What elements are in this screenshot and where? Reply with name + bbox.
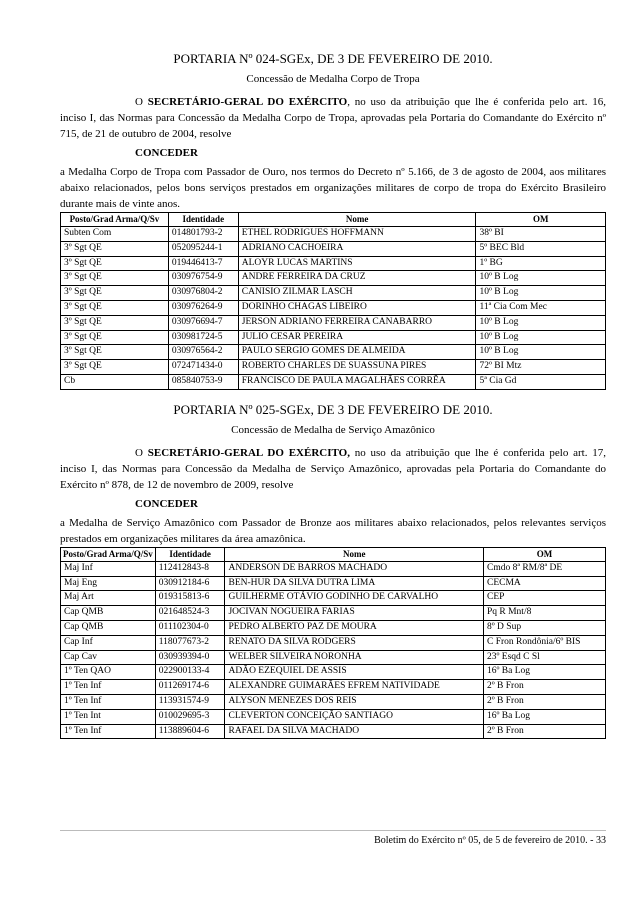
- portaria-025-conceder: CONCEDER: [135, 497, 198, 510]
- cell-posto: 3º Sgt QE: [61, 256, 169, 271]
- cell-om: 8º D Sup: [483, 620, 605, 635]
- cell-nome: ANDERSON DE BARROS MACHADO: [225, 561, 484, 576]
- table-row: [61, 360, 606, 375]
- portaria-025-title: PORTARIA Nº 025-SGEx, DE 3 DE FEVEREIRO DE 2010.: [173, 401, 493, 417]
- table-header-row: [61, 213, 606, 227]
- cell-identidade: 011269174-6: [155, 680, 225, 695]
- cell-om: 10º B Log: [476, 330, 606, 345]
- portaria-024-table: [60, 212, 606, 390]
- cell-posto: 3º Sgt QE: [61, 271, 169, 286]
- cell-om: Cmdo 8ª RM/8ª DE: [483, 561, 605, 576]
- cell-posto: 3º Sgt QE: [61, 315, 169, 330]
- cell-om: Pq R Mnt/8: [483, 606, 605, 621]
- cell-om: 72º BI Mtz: [476, 360, 606, 375]
- table-row: [61, 227, 606, 242]
- page-footer: [60, 830, 606, 846]
- cell-posto: 3º Sgt QE: [61, 286, 169, 301]
- cell-om: 10º B Log: [476, 286, 606, 301]
- cell-identidade: 118077673-2: [155, 635, 225, 650]
- cell-nome: WELBER SILVEIRA NORONHA: [225, 650, 484, 665]
- cell-nome: GUILHERME OTÁVIO GODINHO DE CARVALHO: [225, 591, 484, 606]
- table-row: [61, 241, 606, 256]
- cell-nome: JOCIVAN NOGUEIRA FARIAS: [225, 606, 484, 621]
- cell-posto: Maj Inf: [61, 561, 156, 576]
- cell-nome: FRANCISCO DE PAULA MAGALHÃES CORRÊA: [238, 374, 476, 389]
- cell-nome: JULIO CESAR PEREIRA: [238, 330, 476, 345]
- cell-nome: PAULO SERGIO GOMES DE ALMEIDA: [238, 345, 476, 360]
- table-row: [61, 606, 606, 621]
- footer-text: Boletim do Exército nº 05, de 5 de fevereiro de 2010. - 33: [374, 835, 606, 846]
- portaria-025-intro: O SECRETÁRIO-GERAL DO EXÉRCITO, no uso da atribuição que lhe é conferida pelo art. 17, inciso I, das Normas para Concessão da Medalha de Serviço Amazônico, aprovadas pela Portaria do Comandante do Exército nº 878, de 12 de novembro de 2009, resolve: [60, 446, 606, 491]
- cell-om: 10º B Log: [476, 315, 606, 330]
- document-page: [60, 0, 606, 739]
- cell-nome: ANDRE FERREIRA DA CRUZ: [238, 271, 476, 286]
- cell-posto: 3º Sgt QE: [61, 300, 169, 315]
- table-row: [61, 345, 606, 360]
- cell-posto: 1º Ten Inf: [61, 694, 156, 709]
- cell-posto: Cap QMB: [61, 620, 156, 635]
- table-row: [61, 256, 606, 271]
- portaria-024-body: a Medalha Corpo de Tropa com Passador de Ouro, nos termos do Decreto nº 5.166, de 3 de agosto de 2004, aos militares abaixo relacionados, pelos bons serviços prestados em organizações militares de corpo de tropa do Exército Brasileiro durante mais de vinte anos.: [60, 166, 606, 210]
- cell-nome: ALYSON MENEZES DOS REIS: [225, 694, 484, 709]
- cell-posto: 3º Sgt QE: [61, 360, 169, 375]
- cell-om: 2º B Fron: [483, 694, 605, 709]
- table-row: [61, 694, 606, 709]
- header-om: OM: [483, 547, 605, 561]
- table-row: [61, 620, 606, 635]
- cell-om: C Fron Rondônia/6º BIS: [483, 635, 605, 650]
- footer-divider: [60, 830, 606, 831]
- portaria-025-table: [60, 547, 606, 740]
- table-row: [61, 680, 606, 695]
- cell-identidade: 011102304-0: [155, 620, 225, 635]
- cell-posto: 1º Ten Int: [61, 709, 156, 724]
- cell-nome: ADRIANO CACHOEIRA: [238, 241, 476, 256]
- cell-posto: Cb: [61, 374, 169, 389]
- cell-identidade: 030981724-5: [168, 330, 238, 345]
- table-row: [61, 665, 606, 680]
- cell-identidade: 113889604-6: [155, 724, 225, 739]
- cell-nome: RAFAEL DA SILVA MACHADO: [225, 724, 484, 739]
- header-posto: Posto/Grad Arma/Q/Sv: [61, 547, 156, 561]
- portaria-025-subtitle: Concessão de Medalha de Serviço Amazônico: [231, 423, 435, 436]
- portaria-024-intro: O SECRETÁRIO-GERAL DO EXÉRCITO, no uso da atribuição que lhe é conferida pelo art. 16, inciso I, das Normas para Concessão da Medalha Corpo de Tropa, aprovadas pela Portaria do Comandante do Exército nº 715, de 21 de outubro de 2004, resolve: [60, 96, 606, 140]
- cell-identidade: 112412843-8: [155, 561, 225, 576]
- cell-posto: 1º Ten Inf: [61, 680, 156, 695]
- table-row: [61, 709, 606, 724]
- table-row: [61, 561, 606, 576]
- cell-om: 16º Ba Log: [483, 665, 605, 680]
- header-identidade: Identidade: [155, 547, 225, 561]
- cell-identidade: 021648524-3: [155, 606, 225, 621]
- cell-identidade: 030976694-7: [168, 315, 238, 330]
- cell-nome: ALEXANDRE GUIMARÃES EFREM NATIVIDADE: [225, 680, 484, 695]
- cell-identidade: 072471434-0: [168, 360, 238, 375]
- table-row: [61, 724, 606, 739]
- cell-om: 1º BG: [476, 256, 606, 271]
- table-row: [61, 271, 606, 286]
- cell-posto: 3º Sgt QE: [61, 330, 169, 345]
- cell-posto: Cap Inf: [61, 635, 156, 650]
- cell-om: 5º BEC Bld: [476, 241, 606, 256]
- table-row: [61, 576, 606, 591]
- cell-om: 38º BI: [476, 227, 606, 242]
- cell-posto: 3º Sgt QE: [61, 345, 169, 360]
- table-row: [61, 635, 606, 650]
- table-row: [61, 591, 606, 606]
- cell-nome: ETHEL RODRIGUES HOFFMANN: [238, 227, 476, 242]
- cell-identidade: 022900133-4: [155, 665, 225, 680]
- cell-identidade: 030912184-6: [155, 576, 225, 591]
- cell-nome: CLEVERTON CONCEIÇÃO SANTIAGO: [225, 709, 484, 724]
- table-row: [61, 300, 606, 315]
- table-row: [61, 330, 606, 345]
- cell-om: 11ª Cia Com Mec: [476, 300, 606, 315]
- cell-identidade: 030976754-9: [168, 271, 238, 286]
- table-row: [61, 315, 606, 330]
- cell-identidade: 030939394-0: [155, 650, 225, 665]
- header-nome: Nome: [225, 547, 484, 561]
- cell-identidade: 010029695-3: [155, 709, 225, 724]
- portaria-024-subtitle: Concessão de Medalha Corpo de Tropa: [246, 73, 420, 85]
- cell-nome: ROBERTO CHARLES DE SUASSUNA PIRES: [238, 360, 476, 375]
- cell-identidade: 014801793-2: [168, 227, 238, 242]
- cell-posto: Cap QMB: [61, 606, 156, 621]
- cell-nome: DORINHO CHAGAS LIBEIRO: [238, 300, 476, 315]
- cell-identidade: 052095244-1: [168, 241, 238, 256]
- cell-posto: Subten Com: [61, 227, 169, 242]
- cell-om: 16º Ba Log: [483, 709, 605, 724]
- cell-om: 5ª Cia Gd: [476, 374, 606, 389]
- cell-nome: ADÃO EZEQUIEL DE ASSIS: [225, 665, 484, 680]
- cell-identidade: 019315813-6: [155, 591, 225, 606]
- table-header-row: [61, 547, 606, 561]
- cell-nome: JERSON ADRIANO FERREIRA CANABARRO: [238, 315, 476, 330]
- cell-identidade: 030976264-9: [168, 300, 238, 315]
- portaria-025-body: a Medalha de Serviço Amazônico com Passador de Bronze aos militares abaixo relacionados, pelos relevantes serviços prestados em organizações militares da área amazônica.: [60, 516, 606, 545]
- cell-om: 2º B Fron: [483, 724, 605, 739]
- cell-om: 2º B Fron: [483, 680, 605, 695]
- cell-identidade: 030976564-2: [168, 345, 238, 360]
- cell-identidade: 019446413-7: [168, 256, 238, 271]
- cell-nome: RENATO DA SILVA RODGERS: [225, 635, 484, 650]
- cell-identidade: 113931574-9: [155, 694, 225, 709]
- table-row: [61, 650, 606, 665]
- cell-om: CEP: [483, 591, 605, 606]
- cell-om: 10º B Log: [476, 345, 606, 360]
- header-nome: Nome: [238, 213, 476, 227]
- cell-nome: BEN-HUR DA SILVA DUTRA LIMA: [225, 576, 484, 591]
- cell-om: 23º Esqd C Sl: [483, 650, 605, 665]
- cell-identidade: 085840753-9: [168, 374, 238, 389]
- cell-posto: 3º Sgt QE: [61, 241, 169, 256]
- cell-posto: Maj Art: [61, 591, 156, 606]
- cell-nome: CANISIO ZILMAR LASCH: [238, 286, 476, 301]
- header-posto: Posto/Grad Arma/Q/Sv: [61, 213, 169, 227]
- header-identidade: Identidade: [168, 213, 238, 227]
- cell-posto: 1º Ten Inf: [61, 724, 156, 739]
- cell-nome: ALOYR LUCAS MARTINS: [238, 256, 476, 271]
- table-row: [61, 286, 606, 301]
- portaria-024-title: PORTARIA Nº 024-SGEx, DE 3 DE FEVEREIRO DE 2010.: [173, 51, 493, 66]
- cell-identidade: 030976804-2: [168, 286, 238, 301]
- cell-posto: Maj Eng: [61, 576, 156, 591]
- cell-om: CECMA: [483, 576, 605, 591]
- table-row: [61, 374, 606, 389]
- cell-nome: PEDRO ALBERTO PAZ DE MOURA: [225, 620, 484, 635]
- cell-posto: 1º Ten QAO: [61, 665, 156, 680]
- cell-posto: Cap Cav: [61, 650, 156, 665]
- header-om: OM: [476, 213, 606, 227]
- portaria-024-conceder: CONCEDER: [135, 147, 198, 159]
- cell-om: 10º B Log: [476, 271, 606, 286]
